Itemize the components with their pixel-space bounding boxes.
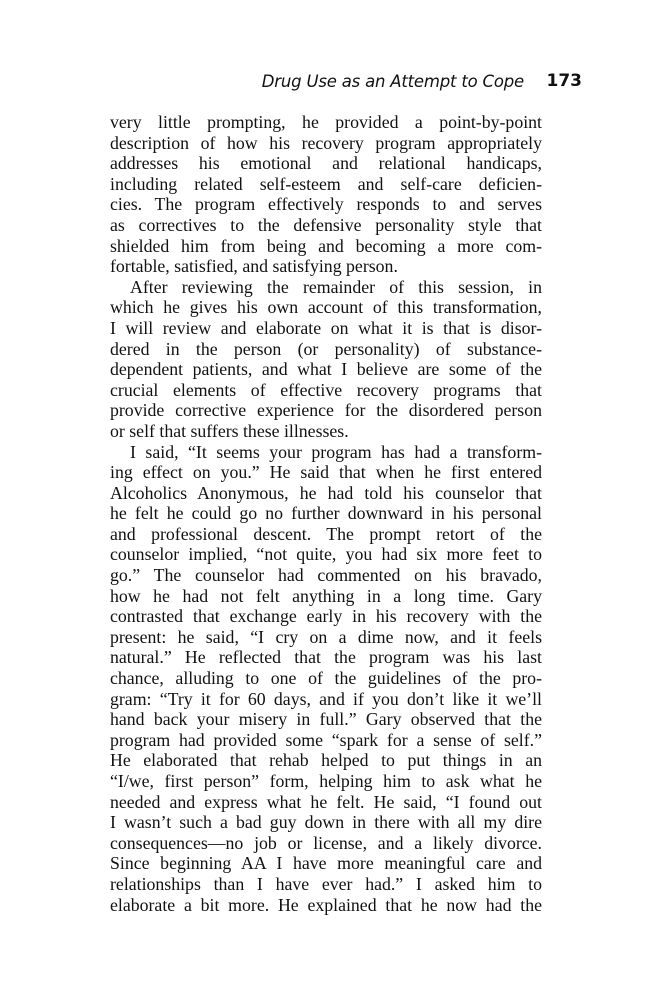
text-line: fortable, satisfied, and satisfying person. xyxy=(110,256,398,277)
text-line: program had provided some “spark for a sense of self.” xyxy=(110,729,542,750)
text-line: contrasted that exchange early in his recovery with the xyxy=(110,606,542,627)
text-line: cies. The program effectively responds to and serves xyxy=(110,194,542,215)
text-line: I will review and elaborate on what it is that is disor- xyxy=(110,317,542,338)
body-text xyxy=(110,112,542,915)
text-line: including related self-esteem and self-care deficien- xyxy=(110,173,542,194)
text-line: addresses his emotional and relational handicaps, xyxy=(110,153,542,174)
text-line: very little prompting, he provided a point-by-point xyxy=(110,112,542,132)
text-line: hand back your misery in full.” Gary observed that the xyxy=(110,709,542,730)
text-line: shielded him from being and becoming a more com- xyxy=(110,235,542,256)
text-line: dered in the person (or personality) of substance- xyxy=(110,338,542,359)
text-line: gram: “Try it for 60 days, and if you don’t like it we’ll xyxy=(110,688,542,709)
text-line: relationships than I have ever had.” I asked him to xyxy=(110,873,542,894)
text-line: crucial elements of effective recovery programs that xyxy=(110,379,542,400)
text-line: consequences—no job or license, and a likely divorce. xyxy=(110,832,542,853)
text-line: elaborate a bit more. He explained that he now had the xyxy=(110,894,542,915)
text-line: how he had not felt anything in a long time. Gary xyxy=(110,585,542,606)
text-line: as correctives to the defensive personality style that xyxy=(110,214,542,235)
text-line: dependent patients, and what I believe are some of the xyxy=(110,359,542,380)
text-line: Since beginning AA I have more meaningful care and xyxy=(110,853,542,874)
text-line: or self that suffers these illnesses. xyxy=(110,420,349,441)
running-head xyxy=(110,72,582,96)
text-line: provide corrective experience for the disordered person xyxy=(110,400,542,421)
text-line: needed and express what he felt. He said, “I found out xyxy=(110,791,542,812)
text-line: description of how his recovery program appropriately xyxy=(110,132,542,153)
text-line: Alcoholics Anonymous, he had told his counselor that xyxy=(110,482,542,503)
text-line: he felt he could go no further downward in his personal xyxy=(110,503,542,524)
text-line: ing effect on you.” He said that when he first entered xyxy=(110,462,542,483)
text-line: go.” The counselor had commented on his bravado, xyxy=(110,565,542,586)
text-line: chance, alluding to one of the guidelines of the pro- xyxy=(110,668,542,689)
text-line: counselor implied, “not quite, you had six more feet to xyxy=(110,544,542,565)
text-line: I wasn’t such a bad guy down in there with all my dire xyxy=(110,812,542,833)
text-line: present: he said, “I cry on a dime now, and it feels xyxy=(110,626,542,647)
text-line: After reviewing the remainder of this session, in xyxy=(130,276,542,297)
text-line: natural.” He reflected that the program was his last xyxy=(110,647,542,668)
running-head-title: Drug Use as an Attempt to Cope xyxy=(261,72,524,91)
text-line: and professional descent. The prompt retort of the xyxy=(110,523,542,544)
text-line: which he gives his own account of this transformation, xyxy=(110,297,542,318)
page-number: 173 xyxy=(546,71,582,91)
text-line: “I/we, first person” form, helping him to ask what he xyxy=(110,771,542,791)
text-line: I said, “It seems your program has had a transform- xyxy=(130,441,542,462)
text-line: He elaborated that rehab helped to put things in an xyxy=(110,750,542,771)
